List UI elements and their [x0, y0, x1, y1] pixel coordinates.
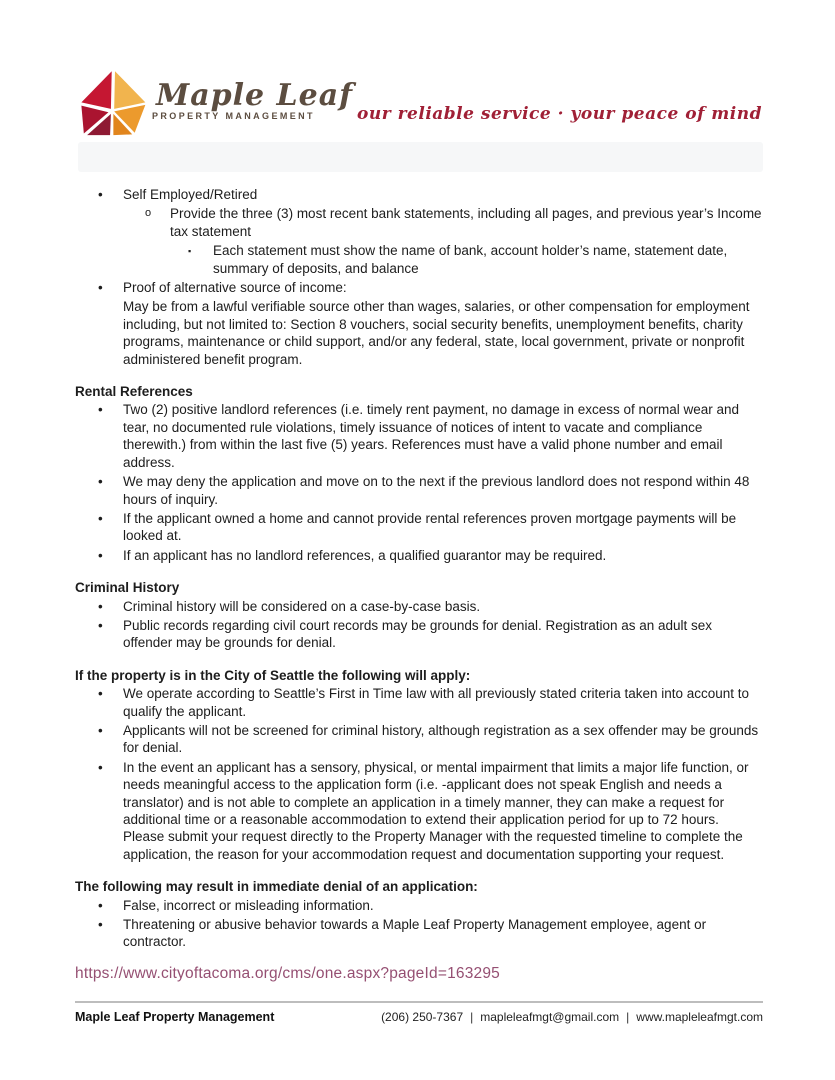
list-item — [75, 685, 763, 720]
list-item — [75, 205, 763, 240]
criteria-section — [75, 878, 763, 951]
footer-website: www.mapleleafmgt.com — [636, 1010, 763, 1024]
list-item — [75, 279, 763, 296]
brand-name: Maple Leaf — [156, 78, 354, 113]
list-item — [75, 547, 763, 564]
income-requirements-list — [75, 186, 763, 368]
bullet-icon: • — [98, 187, 103, 202]
list-item-text: Threatening or abusive behavior towards a Maple Leaf Property Management employee, agent or contractor. — [123, 917, 707, 950]
list-item-text: If the applicant owned a home and cannot provide rental references proven mortgage payments will be looked at. — [123, 510, 737, 544]
bullet-icon: • — [98, 686, 103, 702]
bullet-icon: • — [98, 917, 103, 933]
list-item-text: Criminal history will be considered on a case-by-case basis. — [123, 598, 481, 614]
list-item — [75, 722, 763, 757]
list-item — [75, 401, 763, 471]
list-item — [75, 242, 763, 277]
list-item-text: Applicants will not be screened for criminal history, although registration as a sex offender may be grounds for denial. — [123, 722, 759, 756]
company-tagline: our reliable service · your peace of mind — [357, 104, 762, 124]
list-item — [75, 617, 763, 652]
header-divider-band — [78, 142, 763, 172]
section-heading: Rental References — [75, 384, 193, 400]
tacoma-info-link[interactable]: https://www.cityoftacoma.org/cms/one.aspx?pageId=163295 — [75, 964, 501, 982]
list-item — [75, 186, 763, 203]
section-heading: Criminal History — [75, 580, 180, 596]
footer-contact-info — [381, 1010, 763, 1024]
list-item-text: Provide the three (3) most recent bank statements, including all pages, and previous year’s Income tax statement — [170, 206, 762, 239]
criteria-section — [75, 579, 763, 652]
list-item-text: Two (2) positive landlord references (i.e. timely rent payment, no damage in excess of normal wear and tear, no documented rule violations, timely issuance of notices of intent to vacate and compliance therewith.) from within the last five (5) years. References must have a valid phone number and email address. — [123, 402, 740, 470]
list-item-continuation: May be from a lawful verifiable source other than wages, salaries, or other compensation for employment including, but not limited to: Section 8 vouchers, social security benefits, unemployment benefits, charity programs, maintenance or child support, and/or any federal, state, local government, private or nonprofit administered benefit program. — [123, 299, 750, 367]
list-item-text: False, incorrect or misleading information. — [123, 897, 374, 913]
bullet-icon: o — [145, 207, 152, 220]
list-item — [75, 759, 763, 863]
list-item — [75, 916, 763, 951]
footer-separator: | — [626, 1010, 630, 1024]
list-item-text: We operate according to Seattle’s First in Time law with all previously stated criteria taken into account to qualify the applicant. — [123, 686, 750, 719]
list-item — [75, 598, 763, 615]
document-content — [75, 186, 763, 982]
bullet-icon: • — [98, 617, 103, 633]
footer-email: mapleleafmgt@gmail.com — [480, 1010, 620, 1024]
footer-separator: | — [470, 1010, 474, 1024]
bullet-icon: • — [98, 280, 103, 296]
list-item-text: Public records regarding civil court records may be grounds for denial. Registration as an adult sex offender may be grounds for denial. — [123, 617, 713, 651]
bullet-icon: ▪ — [188, 246, 192, 257]
footer-phone: (206) 250-7367 — [381, 1010, 464, 1024]
footer-company-name: Maple Leaf Property Management — [75, 1010, 275, 1024]
list-item — [75, 897, 763, 914]
bullet-icon: • — [98, 759, 103, 775]
section-heading: The following may result in immediate denial of an application: — [75, 879, 478, 895]
bullet-icon: • — [98, 510, 103, 526]
bullet-icon: • — [98, 598, 103, 614]
criteria-section — [75, 667, 763, 863]
brand-subtitle: PROPERTY MANAGEMENT — [152, 111, 315, 121]
bullet-icon: • — [98, 402, 103, 418]
list-item-text: If an applicant has no landlord references, a qualified guarantor may be required. — [123, 547, 607, 563]
bullet-icon: • — [98, 474, 103, 490]
list-item-text: Each statement must show the name of bank, account holder’s name, statement date, summary of deposits, and balance — [213, 243, 728, 276]
criteria-sections — [75, 383, 763, 951]
list-item-text: Proof of alternative source of income: — [123, 280, 347, 296]
bullet-icon: • — [98, 897, 103, 913]
list-item-text: Self Employed/Retired — [123, 187, 258, 202]
bullet-icon: • — [98, 722, 103, 738]
list-item — [75, 473, 763, 508]
page-footer — [75, 1001, 763, 1024]
section-heading: If the property is in the City of Seattle the following will apply: — [75, 667, 471, 683]
list-item — [75, 510, 763, 545]
criteria-section — [75, 383, 763, 564]
list-item-text: We may deny the application and move on to the next if the previous landlord does not respond within 48 hours of inquiry. — [123, 474, 750, 507]
list-item-text: In the event an applicant has a sensory, physical, or mental impairment that limits a major life function, or needs meaningful access to the application form (i.e. -applicant does not speak English and needs a translator) and is not able to complete an application in a timely manner, they can make a request for additional time or a reasonable accommodation to extend their application period for up to 72 hours. Please submit your request directly to the Property Manager with the requested timeline to complete the application, the reason for your accommodation request and documentation supporting your request. — [123, 759, 749, 862]
bullet-icon: • — [98, 547, 103, 563]
